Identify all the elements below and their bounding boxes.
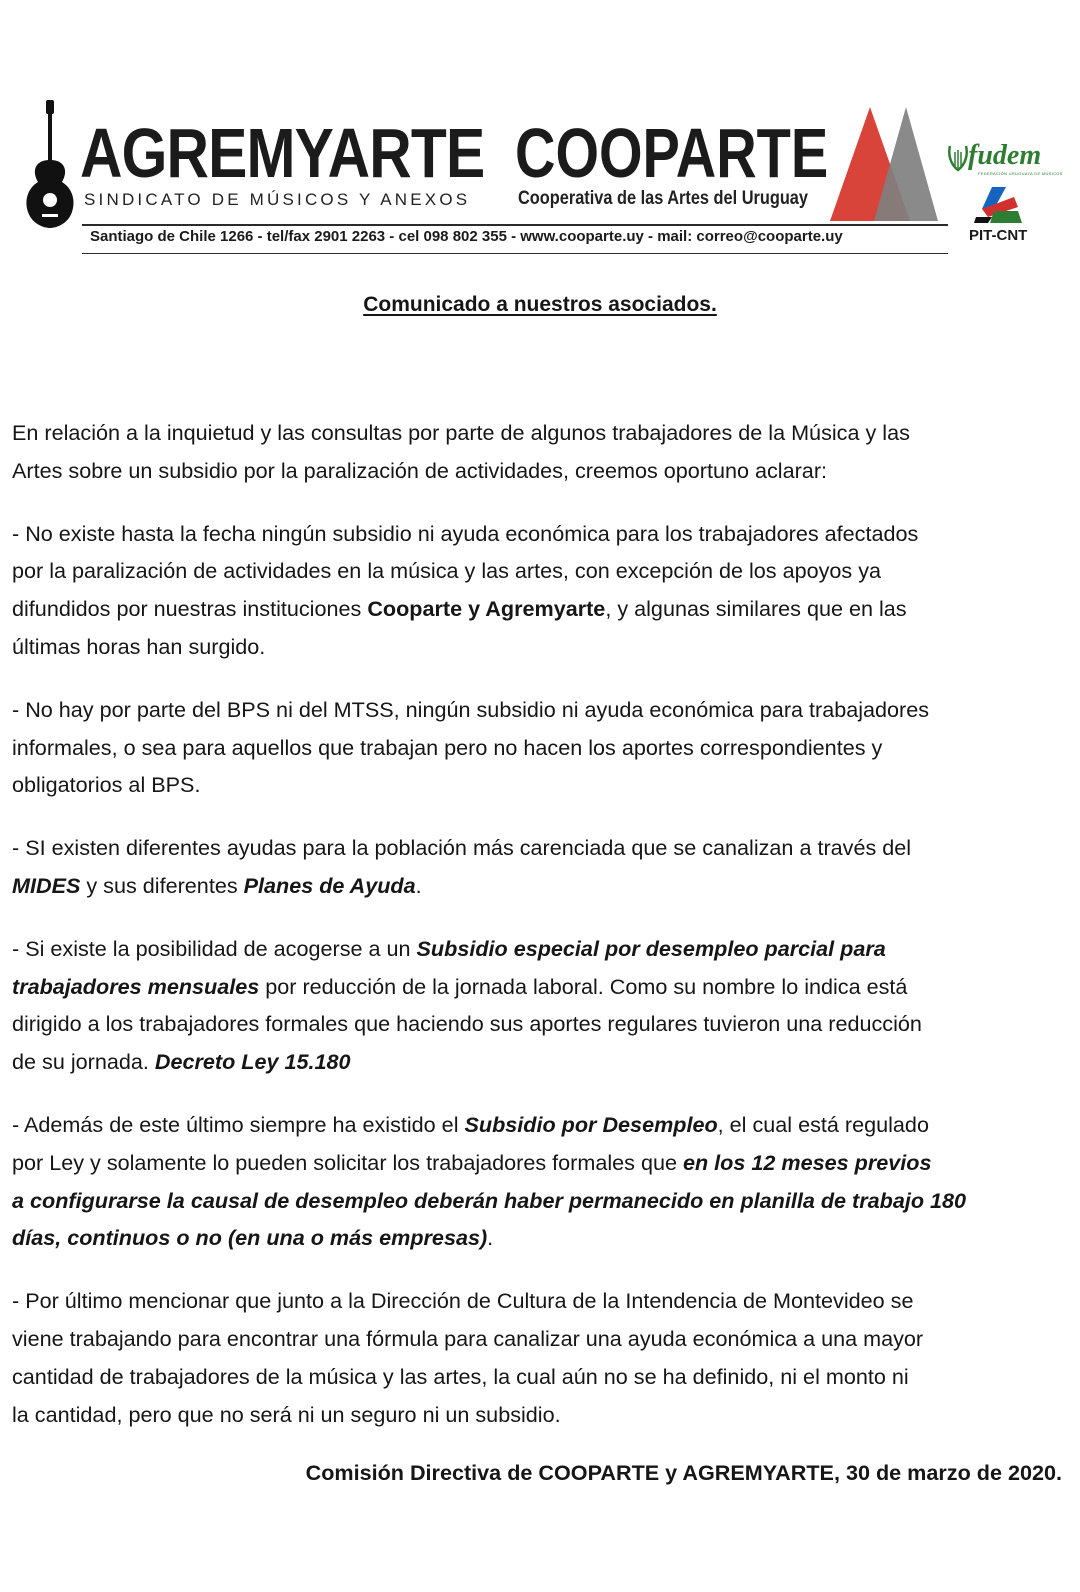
text-run: por reducción de la jornada laboral. Como su nombre lo indica está: [259, 973, 908, 999]
text-run: , el cual está regulado: [717, 1111, 929, 1137]
text-line: [12, 1106, 1074, 1144]
text-run: , y algunas similares que en las: [605, 596, 907, 622]
cooparte-subtitle: Cooperativa de las Artes del Uruguay: [518, 188, 808, 209]
paragraph-bps-mtss: [12, 691, 1074, 804]
letterhead: [0, 0, 1080, 275]
bold-text: Cooparte y Agremyarte: [367, 596, 606, 622]
paragraph-unemployment-subsidy: [12, 1106, 1074, 1257]
pitcnt-logo: [974, 187, 1024, 223]
text-run: de su jornada.: [12, 1049, 155, 1075]
document-title: Comunicado a nuestros asociados.: [363, 293, 717, 316]
fudem-logo-text: fudem: [968, 140, 1042, 171]
contact-rule-top: [82, 224, 948, 226]
pitcnt-label: PIT-CNT: [969, 227, 1028, 244]
text-line: [12, 1144, 1074, 1182]
contact-rule-bottom: [82, 253, 948, 254]
bold-italic-text: Subsidio por Desempleo: [464, 1111, 718, 1137]
text-run: - Además de este último siempre ha existido el: [12, 1111, 465, 1137]
text-run: .: [487, 1225, 494, 1251]
text-line: En relación a la inquietud y las consultas por parte de algunos trabajadores de la Música y las: [12, 420, 910, 445]
paragraph-mides: [12, 829, 1074, 905]
cooparte-triangles-logo: [828, 105, 938, 221]
text-line: informales, o sea para aquellos que trabajan pero no hacen los aportes correspondientes y: [12, 734, 883, 760]
text-line: obligatorios al BPS.: [12, 772, 201, 798]
text-line: dirigido a los trabajadores formales que haciendo sus aportes regulares tuvieron una reducción: [12, 1011, 922, 1037]
text-line: la cantidad, pero que no será ni un seguro ni un subsidio.: [12, 1401, 561, 1427]
bold-italic-text: en los 12 meses previos: [682, 1149, 932, 1175]
paragraph-montevideo: [12, 1282, 1074, 1433]
text-line: cantidad de trabajadores de la música y las artes, la cual aún no se ha definido, ni el monto ni: [12, 1363, 909, 1389]
guitar-icon: [20, 100, 80, 230]
cooparte-logo-text: COOPARTE: [515, 114, 829, 192]
bold-italic-text: Planes de Ayuda: [243, 872, 416, 898]
fudem-subtitle: FEDERACIÓN URUGUAYA DE MÚSICOS: [978, 171, 1063, 176]
bold-italic-text: días, continuos o no (en una o más empresas): [12, 1225, 488, 1251]
text-run: y sus diferentes: [80, 872, 244, 898]
text-line: por la paralización de actividades en la música y las artes, con excepción de los apoyos ya: [12, 558, 882, 584]
agremyarte-logo-text: AGREMYARTE: [80, 114, 485, 192]
text-run: - Si existe la posibilidad de acogerse a un: [12, 935, 417, 961]
text-line: - No existe hasta la fecha ningún subsidio ni ayuda económica para los trabajadores afectados: [12, 520, 919, 546]
text-line: - No hay por parte del BPS ni del MTSS, ningún subsidio ni ayuda económica para trabajadores: [12, 696, 930, 722]
contact-info: Santiago de Chile 1266 - tel/fax 2901 2263 - cel 098 802 355 - www.cooparte.uy - mail: correo@cooparte.uy: [90, 228, 843, 245]
text-run: difundidos por nuestras instituciones: [12, 596, 368, 622]
bold-italic-text: Subsidio especial por desempleo parcial para: [416, 935, 886, 961]
text-line: Artes sobre un subsidio por la paralización de actividades, creemos oportuno aclarar:: [12, 457, 828, 483]
lyre-icon: [946, 144, 970, 172]
text-line: [12, 930, 1074, 968]
paragraph-intro: [12, 414, 1074, 490]
signature: Comisión Directiva de COOPARTE y AGREMYARTE, 30 de marzo de 2020.: [305, 1460, 1062, 1485]
bold-italic-text: MIDES: [12, 872, 81, 898]
text-line: [12, 968, 1074, 1006]
agremyarte-subtitle: SINDICATO DE MÚSICOS Y ANEXOS: [84, 190, 471, 209]
text-run: .: [415, 872, 422, 898]
text-line: a configurarse la causal de desempleo deberán haber permanecido en planilla de trabajo 180: [12, 1187, 967, 1213]
text-line: viene trabajando para encontrar una fórmula para canalizar una ayuda económica a una mayor: [12, 1325, 924, 1351]
bold-italic-text: trabajadores mensuales: [12, 973, 260, 999]
text-line: últimas horas han surgido.: [12, 633, 266, 659]
text-line: [12, 1043, 1074, 1081]
paragraph-partial-unemployment: [12, 930, 1074, 1081]
text-run: por Ley y solamente lo pueden solicitar los trabajadores formales que: [12, 1149, 683, 1175]
text-line: - Por último mencionar que junto a la Dirección de Cultura de la Intendencia de Montevideo se: [12, 1288, 914, 1314]
text-line: [12, 1219, 1074, 1257]
paragraph-no-subsidy: [12, 515, 1074, 666]
text-line: - SI existen diferentes ayudas para la población más carenciada que se canalizan a través del: [12, 835, 912, 861]
bold-italic-text: Decreto Ley 15.180: [154, 1049, 351, 1075]
document-body: [12, 414, 1074, 1458]
text-line: [12, 867, 1074, 905]
text-line: [12, 590, 1074, 628]
